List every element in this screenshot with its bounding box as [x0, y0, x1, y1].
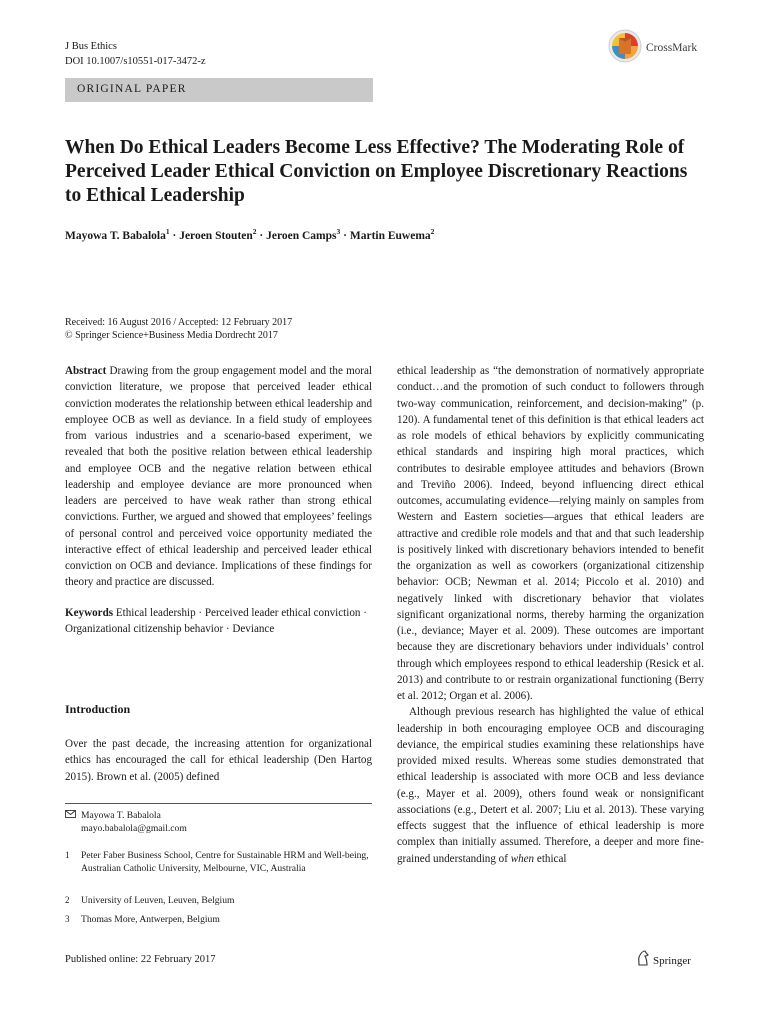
affiliation-text: Peter Faber Business School, Centre for Sustainable HRM and Well-being, Australian Catholic University, Melbourne, VIC, Australia: [81, 850, 369, 874]
abstract-text: Drawing from the group engagement model and the moral conviction literature, we propose that perceived leader ethical conviction moderates the relationship between ethical leadership and employee OCB as well as deviance. In a field study of employees from various industries and a scenario-based experiment, we revealed that both the positive relation between ethical leadership and employee OCB and the negative relation between ethical leadership and employee deviance are more pronounced when leaders are perceived to have weak rather than strong ethical convictions. Further, we argued and showed that employees’ feelings of personal control and perceived voice opportunity mediated the interactive effect of ethical leadership and perceived leader ethical conviction on OCB and deviance. Implications of these findings for theory and practice are discussed.: [65, 365, 372, 589]
envelope-icon: [65, 809, 76, 822]
body-paragraph: Although previous research has highlighted the value of ethical leadership in both encouraging employee OCB and discouraging deviance, the empirical studies examining these relationships have provided mixed results. Whereas some studies demonstrated that ethical leadership is associated with more OCB and less deviance (e.g., Mayer et al. 2009), others found weak or nonsignificant associations (e.g., Detert et al. 2007; Liu et al. 2013). These varying effects suggest that the influence of ethical leadership is more complex than initially assumed. Therefore, a deeper and more fine-grained understanding of when ethical: [397, 706, 704, 865]
crossmark-label: CrossMark: [646, 42, 698, 54]
crossmark-badge[interactable]: [608, 30, 697, 66]
abstract: [65, 363, 372, 591]
author-affiliation-mark: 3: [336, 227, 341, 236]
body-paragraph: ethical leadership as “the demonstration of normatively appropriate conduct…and the promotion of such conduct to followers through two-way communication, reinforcement, and decision-making” (p. 120). A fundamental tenet of this definition is that ethical leaders act as role models of ethical behaviors by explicitly communicating ethical standards and inspiring high moral practices, which contributes to desirable employee attitudes and behaviors (Brown and Treviño 2006). Indeed, beyond influencing direct ethical outcomes, accumulating evidence—relying mainly on samples from Western and Eastern societies—argues that ethical leaders are attractive and credible role models and that and that such leadership is positively linked with discretionary behaviors intended to benefit the organization as well as coworkers (organizational citizenship behavior: OCB; Newman et al. 2014; Piccolo et al. 2010) and negatively linked with discretionary behavior that violates significant organizational norms, thereby harming the organization (i.e., deviance; Mayer et al. 2009). These outcomes are important because they are discretionary behaviors under individuals’ control through which employees respond to ethical leadership (Resick et al. 2013) and contribute to or restrain organizational functioning (Berry et al. 2012; Organ et al. 2006).: [397, 365, 704, 702]
publisher-name: Springer: [653, 954, 691, 967]
body-column-right: [397, 363, 704, 867]
affiliation-mark: 2: [65, 895, 70, 905]
publisher-logo: [636, 950, 691, 971]
crossmark-icon: [608, 29, 642, 68]
springer-horse-icon: [636, 950, 650, 971]
affiliation-1: [65, 849, 372, 889]
introduction-text: Over the past decade, the increasing attention for organizational ethics has encouraged the call for ethical leadership (Den Hartog 2015). Brown et al. (2005) defined: [65, 738, 372, 783]
author-name[interactable]: Mayowa T. Babalola: [65, 229, 166, 242]
affiliation-text: Thomas More, Antwerpen, Belgium: [81, 914, 220, 925]
author-affiliation-mark: 2: [252, 227, 257, 236]
article-title: When Do Ethical Leaders Become Less Effective? The Moderating Role of Perceived Leader Ethical Conviction on Employee Discretionary Reactions to Ethical Leadership: [65, 137, 688, 206]
abstract-label: Abstract: [65, 365, 107, 377]
section-heading-introduction: Introduction: [65, 702, 131, 716]
corresponding-author: [65, 809, 372, 837]
affiliation-mark: 1: [65, 850, 70, 860]
corresponding-author-name: Mayowa T. Babalola: [81, 810, 161, 821]
author-name[interactable]: Jeroen Camps: [266, 229, 337, 242]
affiliation-2: [65, 894, 372, 908]
article-type-label: ORIGINAL PAPER: [77, 83, 187, 95]
author-affiliation-mark: 2: [430, 227, 435, 236]
article-type-banner: [65, 78, 373, 102]
abstract-column: [65, 363, 372, 637]
author-affiliation-mark: 1: [165, 227, 170, 236]
copyright-line: © Springer Science+Business Media Dordrecht 2017: [65, 330, 278, 341]
keywords: [65, 605, 372, 638]
keywords-label: Keywords: [65, 606, 114, 619]
affiliation-text: University of Leuven, Leuven, Belgium: [81, 895, 235, 906]
affiliation-mark: 3: [65, 914, 70, 924]
affiliation-3: [65, 913, 372, 927]
keywords-text: Ethical leadership · Perceived leader ethical conviction · Organizational citizenship behavior · Deviance: [65, 606, 367, 635]
footnote-divider: [65, 803, 372, 804]
received-accepted-dates: Received: 16 August 2016 / Accepted: 12 February 2017: [65, 317, 293, 328]
journal-name: J Bus Ethics: [65, 41, 117, 52]
author-name[interactable]: Jeroen Stouten: [179, 229, 253, 242]
corresponding-author-email[interactable]: mayo.babalola@gmail.com: [81, 823, 187, 834]
published-online-date: Published online: 22 February 2017: [65, 954, 216, 965]
doi: DOI 10.1007/s10551-017-3472-z: [65, 56, 206, 67]
author-list: Mayowa T. Babalola$^1$ · Jeroen Stouten$^2$ · Jeroen Camps$^3$ · Martin Euwema$^2$: [65, 227, 435, 242]
author-name[interactable]: Martin Euwema: [349, 229, 431, 242]
